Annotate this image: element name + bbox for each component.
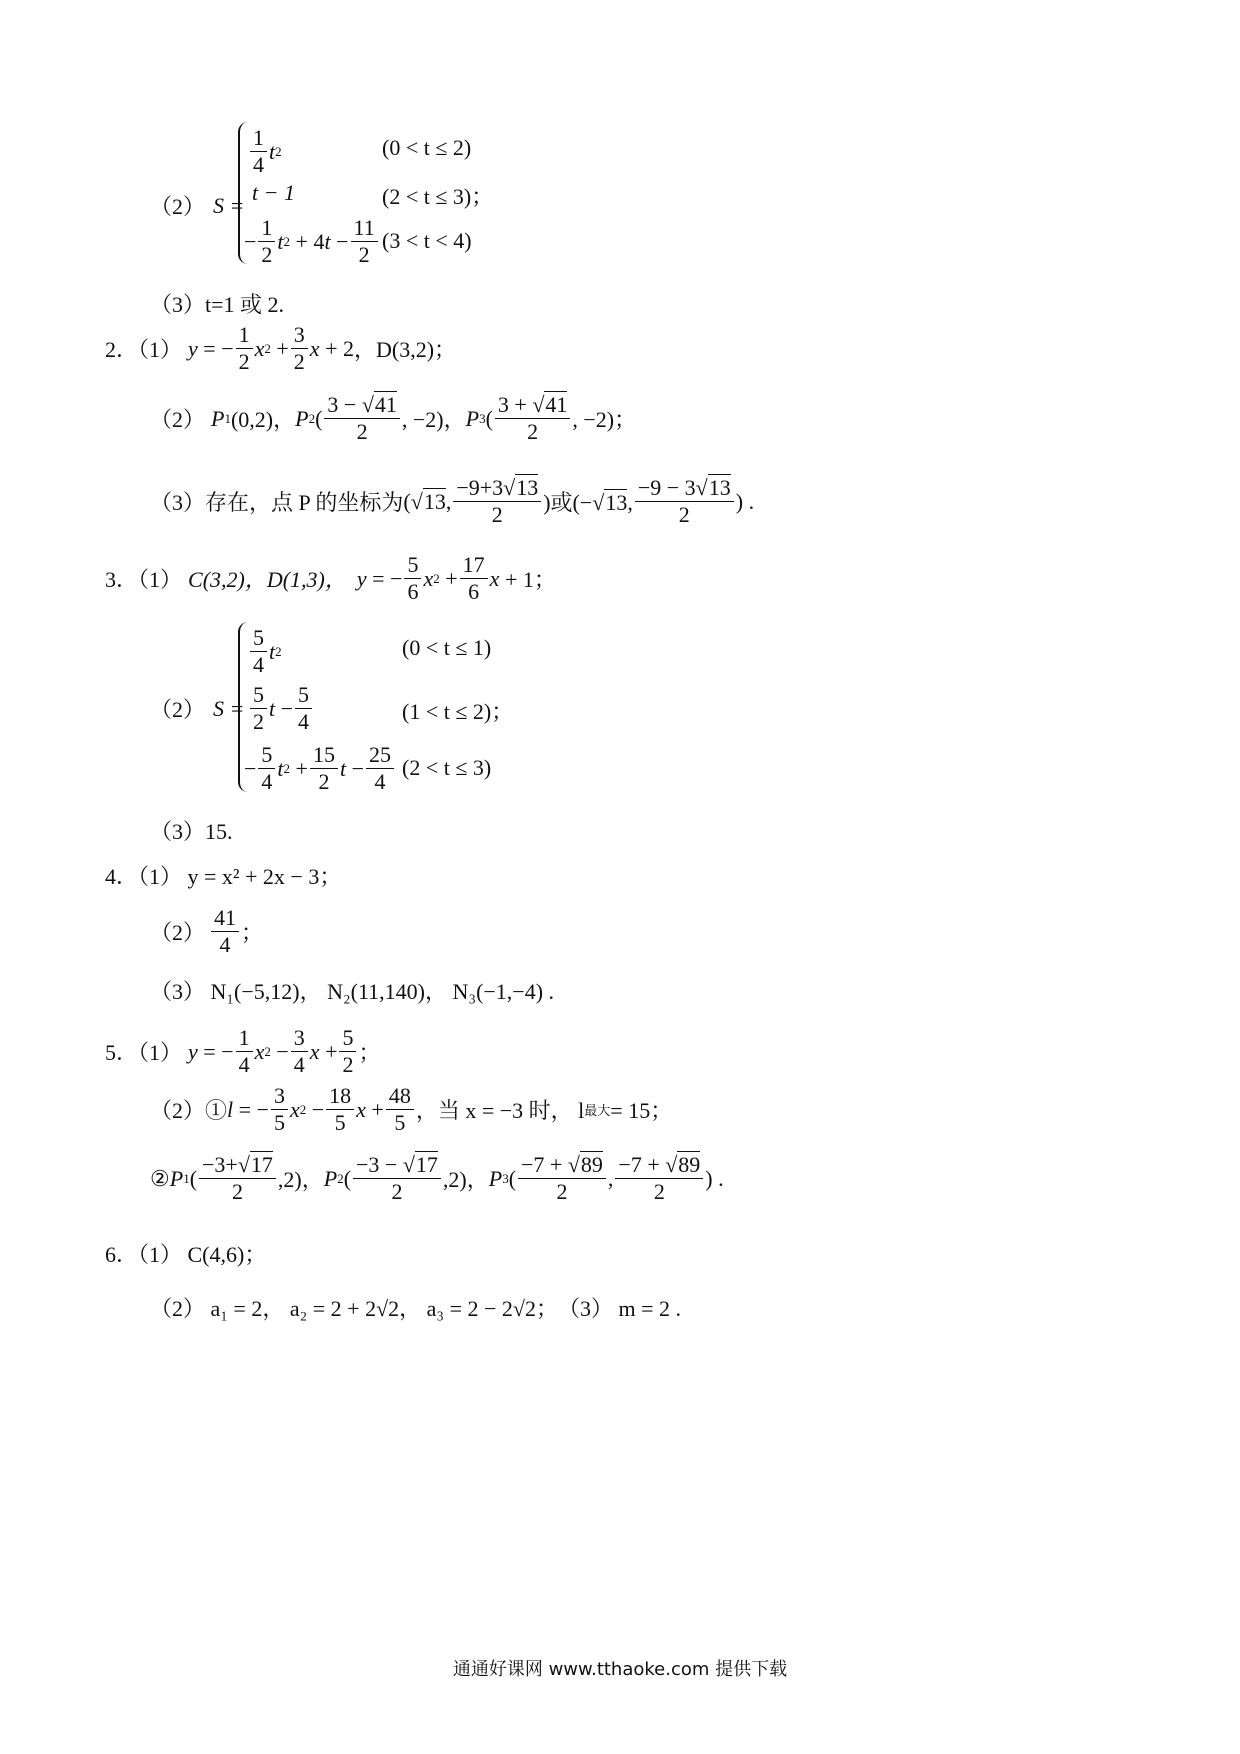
item5-part1: 5．（1） y = − $\frac{1}{4}$ x 2 − $\frac{3}{4}$ x + $\frac{5}{2}$ ；: [105, 1025, 381, 1078]
item1-case2-range: (2 < t ≤ 3)；: [382, 184, 494, 209]
item2-part3: （3）存在，点 P 的坐标为 (√13, $\frac{-9+3√13}{2}$ )或(−√13, $\frac{-9 - 3√13}{2}$ ) .: [150, 475, 755, 528]
item6-part2: （2） a₁ = 2， a₂ = 2 + 2√2， a₃ = 2 − 2√2； （3） m = 2 .: [150, 1296, 682, 1321]
item4-part1: 4．（1） y = x² + 2x − 3；: [105, 864, 342, 889]
item1-case3: − $\frac{1}{2}$ t 2 + 4 t − $\frac{11}{2}$: [244, 215, 380, 269]
item1-case3-range: (3 < t < 4): [382, 228, 472, 253]
item1-case1-range: (0 < t ≤ 2): [382, 135, 472, 160]
item3-case1-range: (0 < t ≤ 1): [402, 635, 492, 660]
item6-part1: 6．（1） C(4,6)；: [105, 1242, 267, 1267]
item4-part3: （3） N₁(−5,12)， N₂(11,140)， N₃(−1,−4) .: [150, 979, 555, 1004]
item1-part3: （3）t=1 或 2.: [150, 292, 285, 317]
item2-part1: 2．（1） y = − $\frac{1}{2}$ x 2 + $\frac{3}{2}$ x + 2 ，D(3,2)；: [105, 322, 457, 375]
item3-part1: 3．（1） C(3,2)，D(1,3)， y = − $\frac{5}{6}$ x 2 + $\frac{17}{6}$ x + 1；: [105, 552, 556, 605]
item3-part3: （3）15.: [150, 819, 233, 844]
item2-part2: （2） P 1 (0,2)， P 2 ( $\frac{3 - √41}{2}$ , −2)， P 3 ( $\frac{3 + √41}{2}$ , −2)；: [150, 392, 637, 445]
item1-case2: t − 1: [252, 180, 295, 205]
item1-part2: （2） S =: [150, 192, 245, 219]
item3-case2-range: (1 < t ≤ 2)；: [402, 699, 514, 724]
item3-case3-range: (2 < t ≤ 3): [402, 755, 492, 780]
item4-part2: （2） $\frac{41}{4}$ ；: [150, 905, 264, 958]
item3-part2: （2） S =: [150, 695, 245, 722]
item5-part2: （2）① l = − $\frac{3}{5}$ x 2 − $\frac{18}{5}$ x + $\frac{48}{5}$ ，当 x = −3 时， l 最大 = 15；: [150, 1083, 673, 1136]
page-footer: 通通好课网 www.tthaoke.com 提供下载: [452, 1659, 788, 1680]
item5-part3: ② P 1 ( $\frac{-3+√17}{2}$ ,2)， P 2 ( $\frac{-3 - √17}{2}$ ,2)， P 3 ( $\frac{-7 + √89}{2}$ , $\frac{-7 + √89}{2}$ ) .: [150, 1152, 724, 1205]
item3-case1: $\frac{5}{4}$ t 2: [248, 625, 282, 679]
item3-case3: − $\frac{5}{4}$ t 2 + $\frac{15}{2}$ t − $\frac{25}{4}$: [244, 742, 396, 796]
item1-case1: $\frac{1}{4}$ t 2: [248, 125, 282, 179]
item3-case2: $\frac{5}{2}$ t − $\frac{5}{4}$: [248, 682, 314, 736]
